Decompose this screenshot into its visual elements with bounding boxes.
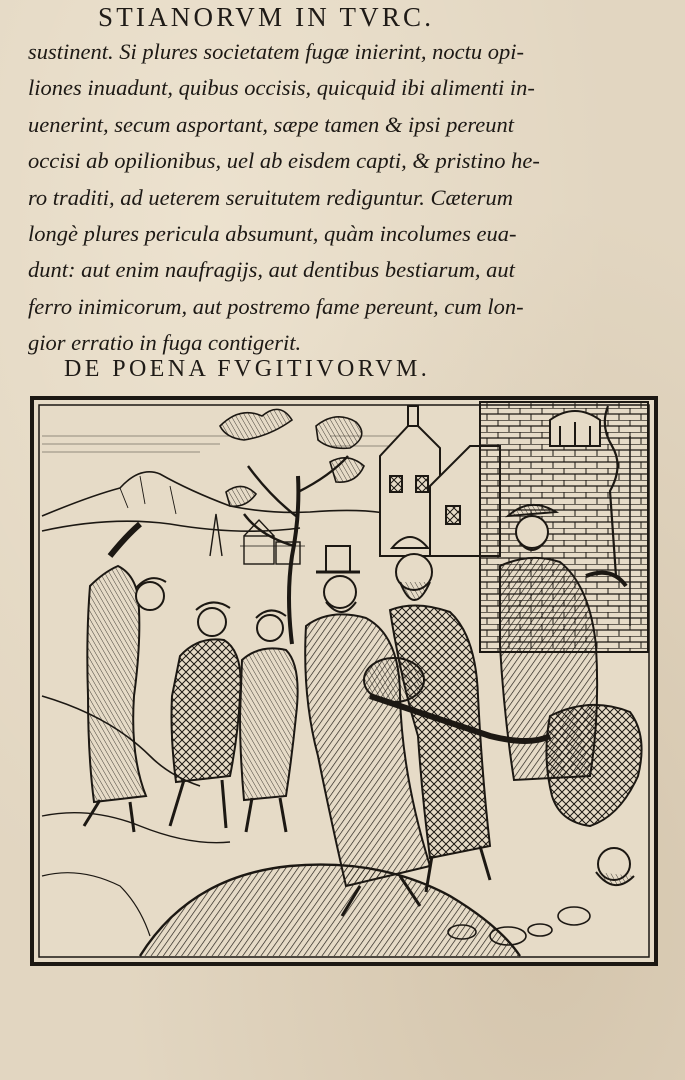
text-line: longè plures pericula absumunt, quàm incolumes eua-	[28, 220, 517, 246]
text-line: uenerint, secum asportant, sæpe tamen & ipsi pereunt	[28, 111, 514, 137]
text-line: dunt: aut enim naufragijs, aut dentibus bestiarum, aut	[28, 257, 515, 283]
text-line: sustinent. Si plures societatem fugæ inierint, noctu opi-	[28, 39, 524, 64]
text-line: ro traditi, ad ueterem seruitutem rediguntur. Cæterum	[28, 184, 513, 210]
woodcut-drawing	[30, 396, 658, 966]
text-line: liones inuadunt, quibus occisis, quicquid ibi alimenti in-	[28, 75, 535, 101]
text-line: ferro inimicorum, aut postremo fame pereunt, cum lon-	[28, 293, 524, 319]
running-head: STIANORVM IN TVRC.	[98, 2, 435, 32]
text-line: gior erratio in fuga contigerit.	[28, 330, 302, 356]
body-text	[28, 34, 590, 362]
text-line: occisi ab opilionibus, uel ab eisdem capti, & pristino he-	[28, 148, 540, 174]
woodcut-illustration	[30, 396, 658, 966]
section-title: DE POENA FVGITIVORVM.	[64, 356, 431, 382]
